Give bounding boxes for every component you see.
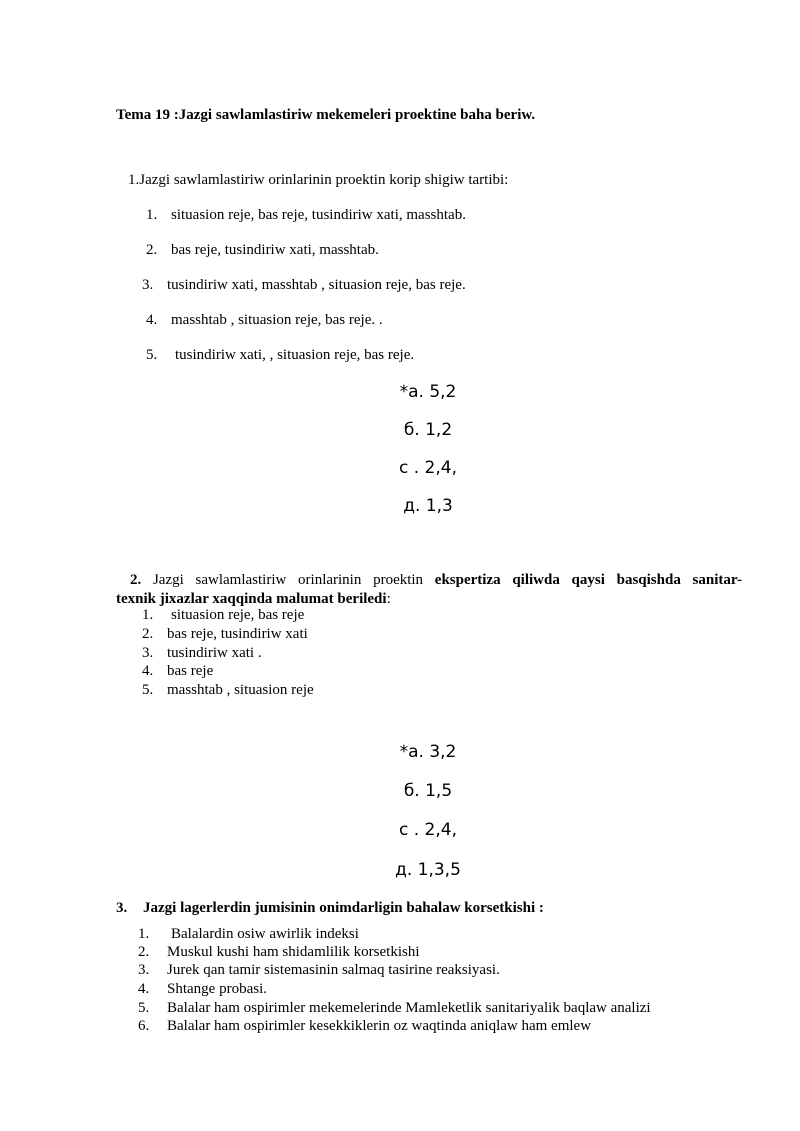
page-title: Tema 19 :Jazgi sawlamlastiriw mekemeleri proektine baha beriw.: [116, 107, 536, 123]
answer-option: б. 1,2: [403, 420, 453, 440]
list-item: 2. bas reje, tusindiriw xati, masshtab.: [146, 242, 379, 258]
question-3: [116, 900, 544, 917]
answer-option: *а. 5,2: [399, 382, 457, 402]
list-item: 4. bas reje: [142, 663, 214, 679]
list-item: 5. Balalar ham ospirimler mekemelerinde Mamleketlik sanitariyalik baqlaw analizi: [138, 1000, 651, 1016]
answer-option: с . 2,4,: [399, 458, 457, 478]
list-item: 4. masshtab , situasion reje, bas reje. .: [146, 312, 383, 328]
question-2: 2. Jazgi sawlamlastiriw orinlarinin proektin ekspertiza qiliwda qaysi basqishda sanitar- texnik jixazlar xaqqinda malumat beriledi:: [116, 572, 742, 607]
list-item: 5. tusindiriw xati, , situasion reje, bas reje.: [146, 347, 415, 363]
list-item: 4. Shtange probasi.: [138, 981, 267, 997]
question-2-text: Jazgi sawlamlastiriw orinlarinin proektin: [152, 572, 424, 588]
list-item: 2. Muskul kushi ham shidamlilik korsetkishi: [138, 944, 420, 960]
list-item: 1. situasion reje, bas reje, tusindiriw xati, masshtab.: [146, 207, 466, 223]
list-item: 1. Balalardin osiw awirlik indeksi: [138, 926, 359, 942]
question-2-bold-text: ekspertiza qiliwda qaysi basqishda sanitar-: [434, 572, 742, 588]
question-2-bold-text-cont: texnik jixazlar xaqqinda malumat beriledi: [116, 591, 387, 607]
list-item: 3. tusindiriw xati .: [142, 645, 262, 661]
question-3-number: 3.: [116, 900, 128, 916]
list-item: 3. tusindiriw xati, masshtab , situasion reje, bas reje.: [142, 277, 466, 293]
answer-option: *а. 3,2: [399, 742, 457, 762]
answer-option: д. 1,3,5: [395, 860, 461, 880]
list-item: 1. situasion reje, bas reje: [142, 607, 305, 623]
list-item: 6. Balalar ham ospirimler kesekkiklerin oz waqtinda aniqlaw ham emlew: [138, 1018, 592, 1034]
list-item: 3. Jurek qan tamir sistemasinin salmaq tasirine reaksiyasi.: [138, 962, 500, 978]
list-item: 5. masshtab , situasion reje: [142, 682, 314, 698]
answer-option: с . 2,4,: [399, 820, 457, 840]
list-item: 2. bas reje, tusindiriw xati: [142, 626, 308, 642]
question-1: 1.Jazgi sawlamlastiriw orinlarinin proektin korip shigiw tartibi:: [128, 172, 509, 188]
question-3-text: Jazgi lagerlerdin jumisinin onimdarligin bahalaw korsetkishi :: [143, 900, 544, 916]
question-2-number: 2.: [130, 572, 142, 588]
answer-option: б. 1,5: [403, 781, 453, 801]
answer-option: д. 1,3: [403, 496, 453, 516]
